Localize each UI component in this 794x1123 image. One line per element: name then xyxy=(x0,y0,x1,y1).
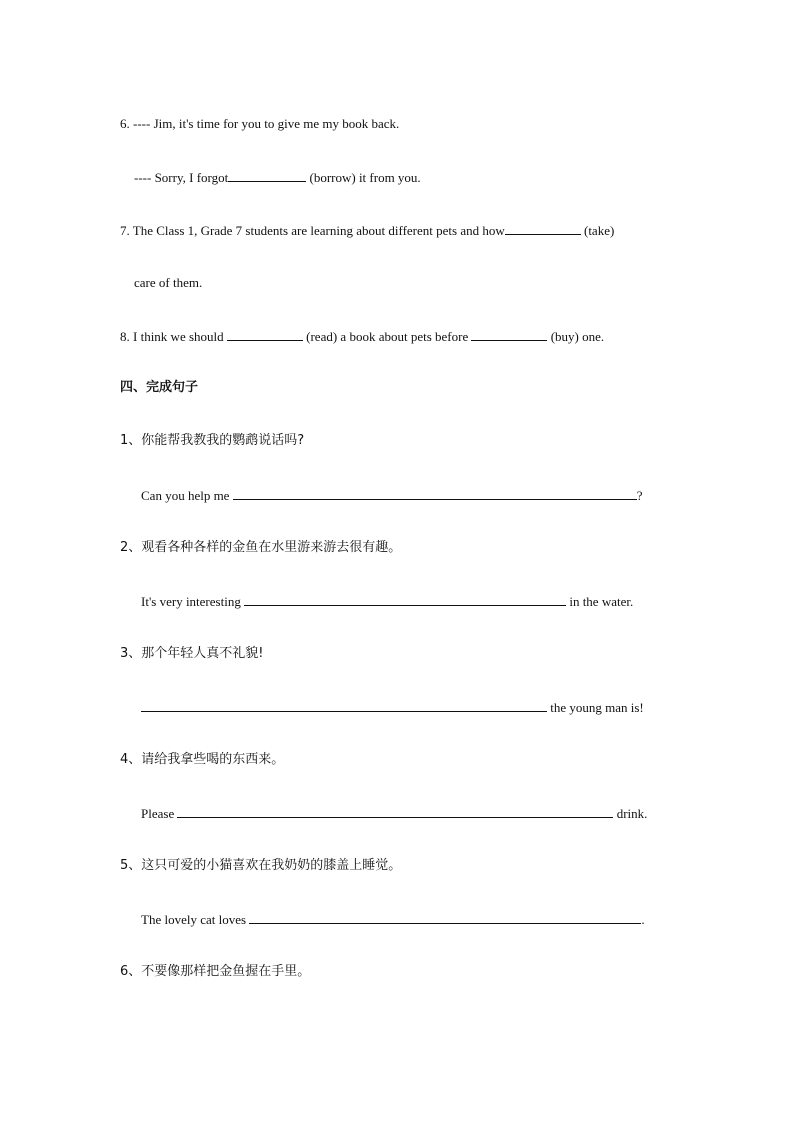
sentence-3-prompt: 3、那个年轻人真不礼貌! xyxy=(120,646,264,661)
sentence-4-answer-line xyxy=(141,804,647,823)
section-4-heading: 四、完成句子 xyxy=(120,380,199,395)
question-6-reply xyxy=(134,168,421,187)
question-7-text: 7. The Class 1, Grade 7 students are learning about different pets and how xyxy=(120,223,505,238)
sentence-2-prompt: 2、观看各种各样的金鱼在水里游来游去很有趣。 xyxy=(120,540,402,555)
question-7-hint: (take) xyxy=(580,223,615,238)
sentence-4-answer-blank[interactable] xyxy=(177,804,613,818)
question-6-line1: 6. ---- Jim, it's time for you to give me my book back. xyxy=(120,116,400,131)
sentence-1-start: Can you help me xyxy=(141,488,233,503)
question-8-blank-read[interactable] xyxy=(227,327,303,341)
sentence-1-prompt: 1、你能帮我教我的鹦鹉说话吗? xyxy=(120,433,305,448)
question-6-reply-end: (borrow) it from you. xyxy=(306,170,421,185)
question-6-text xyxy=(120,115,399,133)
sentence-2-answer-line xyxy=(141,592,633,611)
sentence-4-end: drink. xyxy=(613,806,648,821)
question-8-middle: (read) a book about pets before xyxy=(302,329,472,344)
question-6-answer-blank[interactable] xyxy=(228,168,306,182)
question-7-answer-blank[interactable] xyxy=(505,221,581,235)
sentence-3-answer-blank[interactable] xyxy=(141,698,547,712)
sentence-2-end: in the water. xyxy=(566,594,634,609)
question-6-reply-start: ---- Sorry, I forgot xyxy=(134,170,229,185)
sentence-3-answer-line xyxy=(141,698,644,717)
sentence-1-end: ? xyxy=(636,488,643,503)
sentence-2-answer-blank[interactable] xyxy=(244,592,566,606)
sentence-5-answer-blank[interactable] xyxy=(249,910,641,924)
sentence-5-prompt: 5、这只可爱的小猫喜欢在我奶奶的膝盖上睡觉。 xyxy=(120,858,402,873)
sentence-1-answer-line xyxy=(141,486,643,505)
question-8 xyxy=(120,327,604,346)
sentence-4-prompt: 4、请给我拿些喝的东西来。 xyxy=(120,752,285,767)
sentence-4-start: Please xyxy=(141,806,178,821)
sentence-2-start: It's very interesting xyxy=(141,594,245,609)
question-8-start: 8. I think we should xyxy=(120,329,227,344)
sentence-5-end: . xyxy=(641,912,645,927)
sentence-1-answer-blank[interactable] xyxy=(233,486,637,500)
question-7-continuation: care of them. xyxy=(134,275,203,290)
question-8-end: (buy) one. xyxy=(547,329,605,344)
question-7-line2 xyxy=(134,274,202,292)
sentence-6-prompt: 6、不要像那样把金鱼握在手里。 xyxy=(120,964,311,979)
sentence-5-start: The lovely cat loves xyxy=(141,912,250,927)
question-7-line1 xyxy=(120,221,614,240)
sentence-3-end: the young man is! xyxy=(547,700,644,715)
question-8-blank-buy[interactable] xyxy=(471,327,547,341)
sentence-5-answer-line xyxy=(141,910,645,929)
